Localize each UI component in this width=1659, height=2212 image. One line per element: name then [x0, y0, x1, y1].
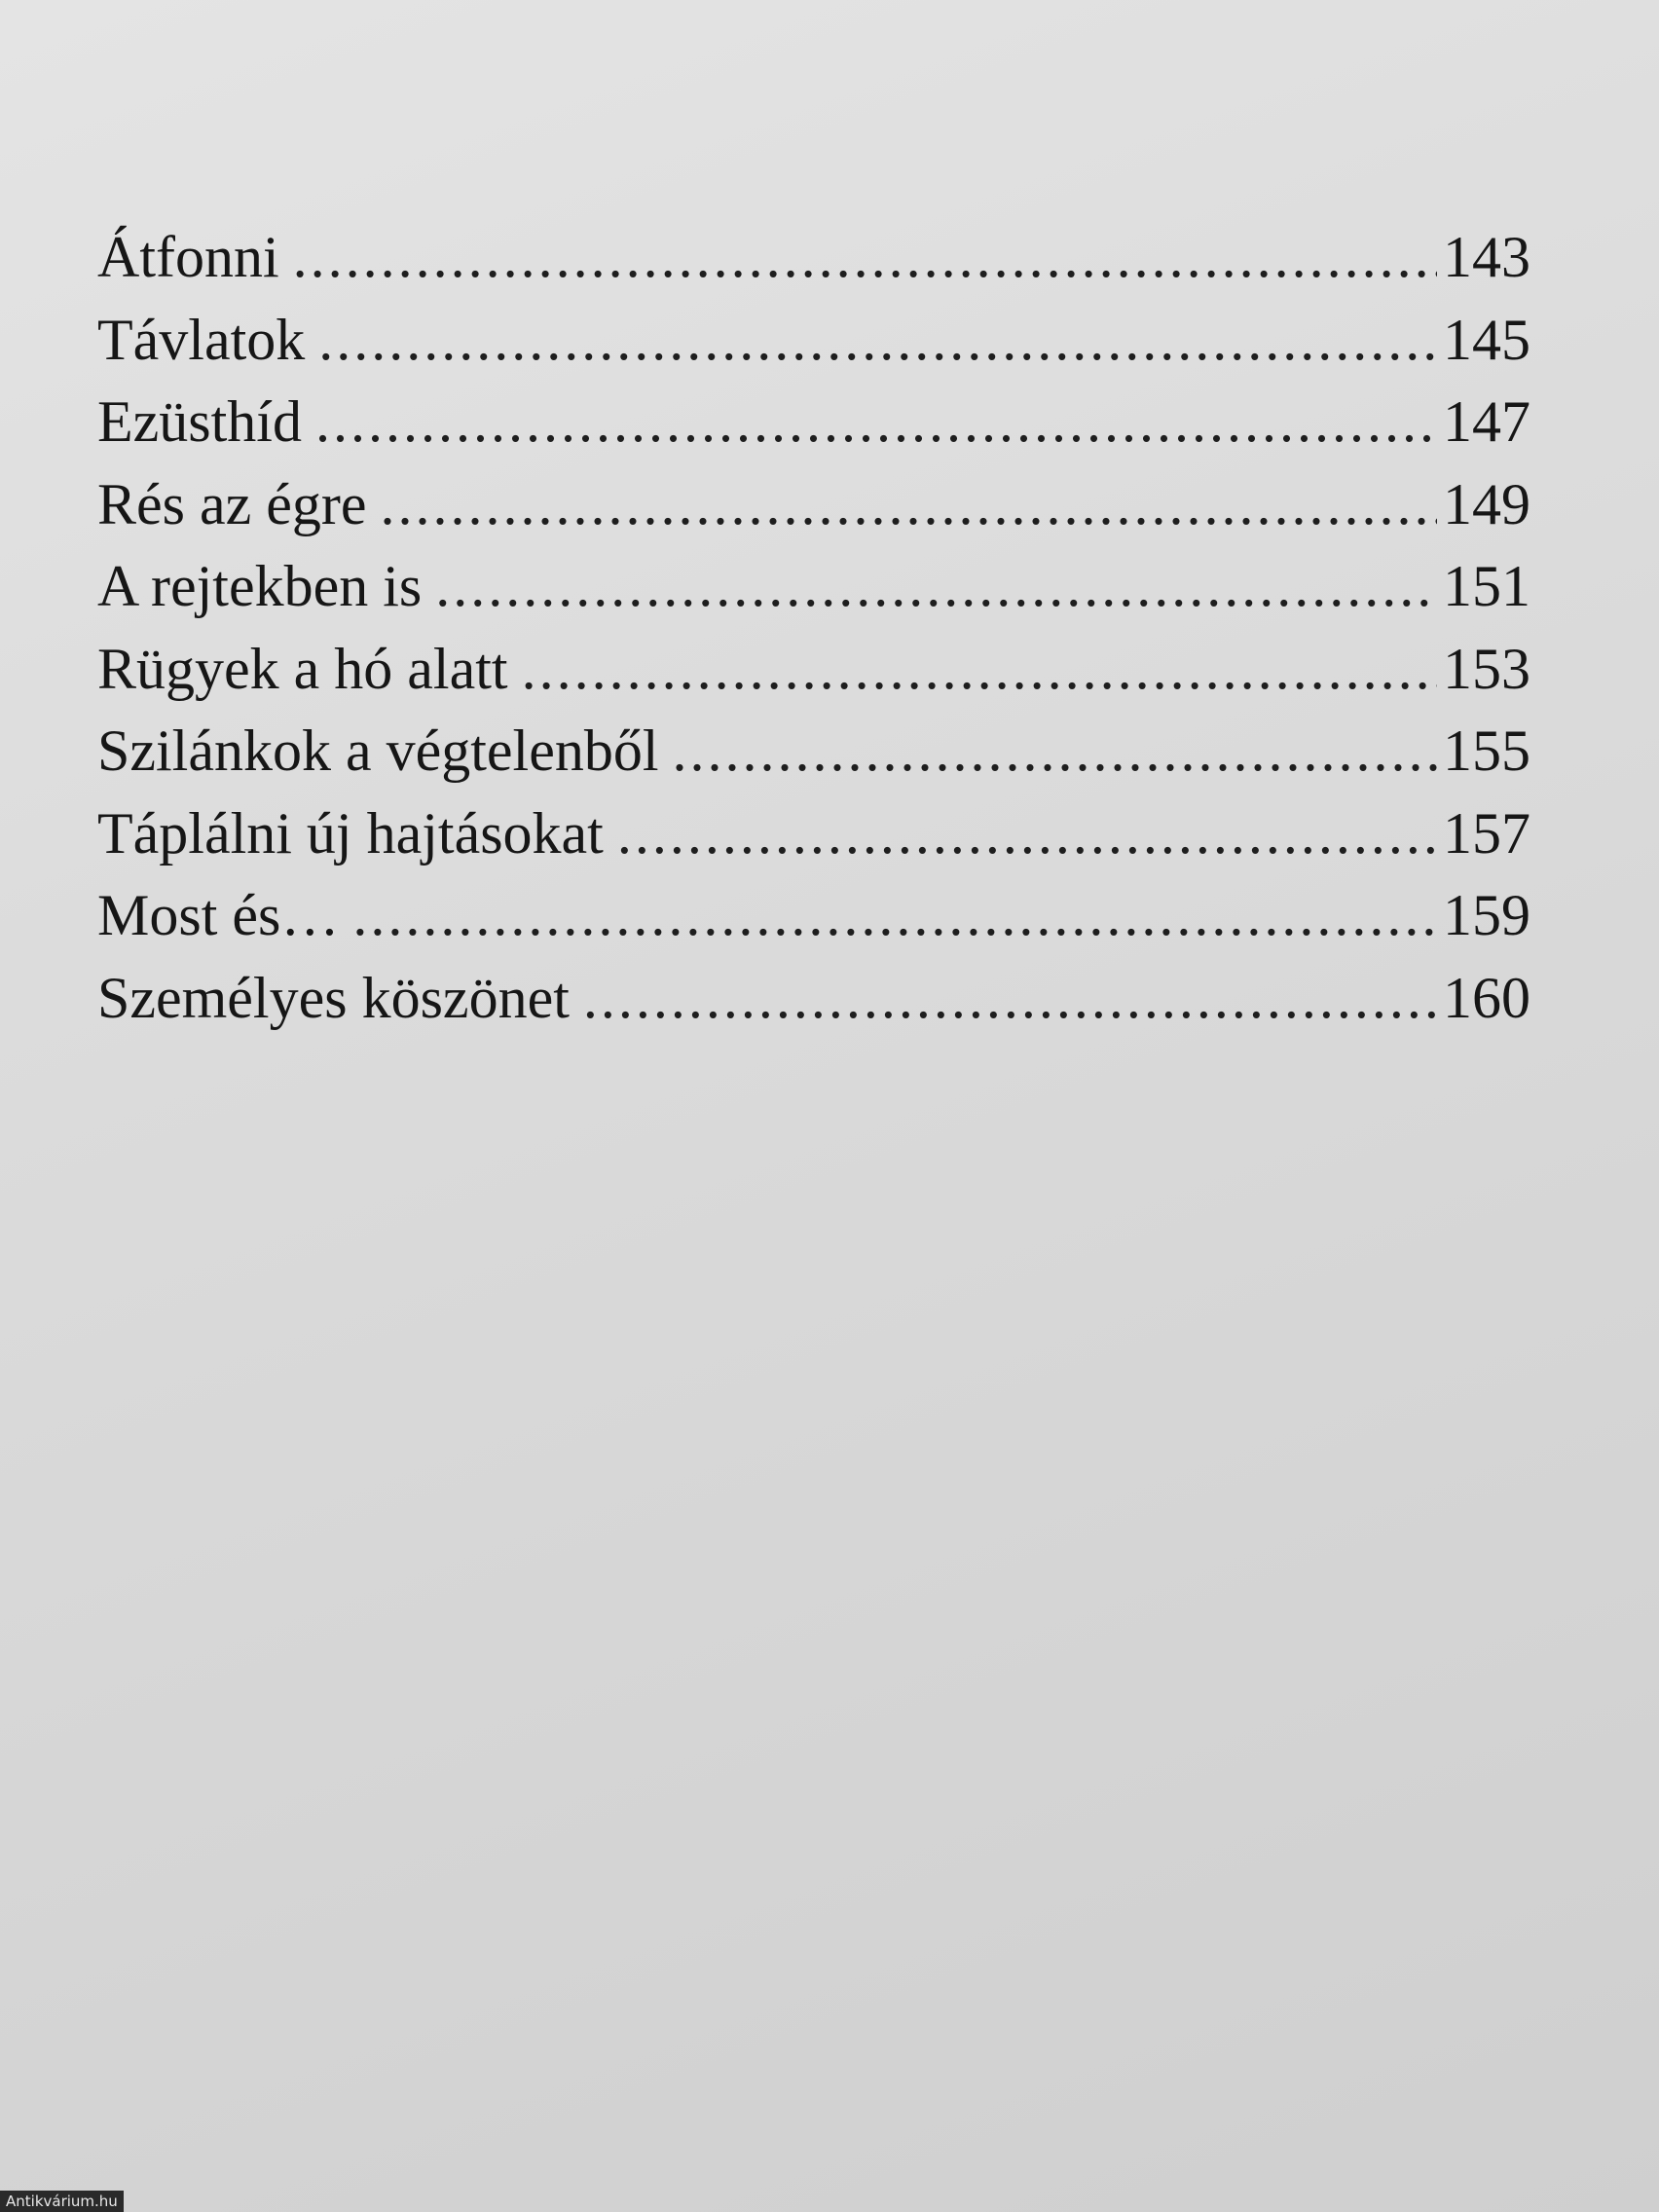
toc-entry: [97, 957, 1530, 1040]
toc-entry: [97, 628, 1530, 711]
toc-entry-page: 143: [1443, 225, 1530, 289]
toc-entry: [97, 299, 1530, 382]
toc-dot-leader: [318, 299, 1437, 382]
toc-dot-leader: [352, 874, 1437, 957]
toc-dot-leader: [617, 793, 1437, 875]
toc-dot-leader: [673, 710, 1437, 793]
toc-entry-title: Szilánkok a végtelenből: [97, 719, 659, 783]
toc-dot-leader: [381, 463, 1437, 546]
toc-entry: [97, 710, 1530, 793]
toc-entry: [97, 463, 1530, 546]
toc-entry: [97, 793, 1530, 875]
toc-entry: [97, 874, 1530, 957]
toc-entry: [97, 545, 1530, 628]
toc-dot-leader: [293, 216, 1437, 299]
toc-entry-page: 160: [1443, 965, 1530, 1030]
toc-entry-title: Személyes köszönet: [97, 965, 570, 1030]
toc-dot-leader: [315, 381, 1437, 463]
toc-entry-title: Átfonni: [97, 225, 279, 289]
toc-entry-title: Táplálni új hajtásokat: [97, 800, 604, 866]
toc-entry-page: 151: [1443, 554, 1530, 618]
toc-entry-title: A rejtekben is: [97, 554, 423, 618]
toc-entry-page: 147: [1443, 389, 1530, 454]
toc-dot-leader: [522, 628, 1437, 711]
toc-entry-title: Rés az égre: [97, 471, 367, 536]
toc-entry-page: 159: [1443, 883, 1530, 947]
toc-entry-page: 155: [1443, 719, 1530, 783]
toc-entry-title: Távlatok: [97, 307, 306, 372]
watermark-label: Antikvárium.hu: [0, 2191, 124, 2212]
toc-entry-title: Rügyek a hó alatt: [97, 636, 508, 701]
toc-entry-page: 157: [1443, 800, 1530, 866]
toc-entry-title: Ezüsthíd: [97, 389, 302, 454]
toc-entry: [97, 381, 1530, 463]
toc-entry-page: 145: [1443, 307, 1530, 372]
table-of-contents: [97, 216, 1530, 1039]
toc-entry-page: 149: [1443, 471, 1530, 536]
toc-dot-leader: [435, 545, 1437, 628]
toc-entry: [97, 216, 1530, 299]
toc-entry-page: 153: [1443, 636, 1530, 701]
toc-dot-leader: [583, 957, 1437, 1040]
toc-entry-title: Most és…: [97, 883, 340, 947]
